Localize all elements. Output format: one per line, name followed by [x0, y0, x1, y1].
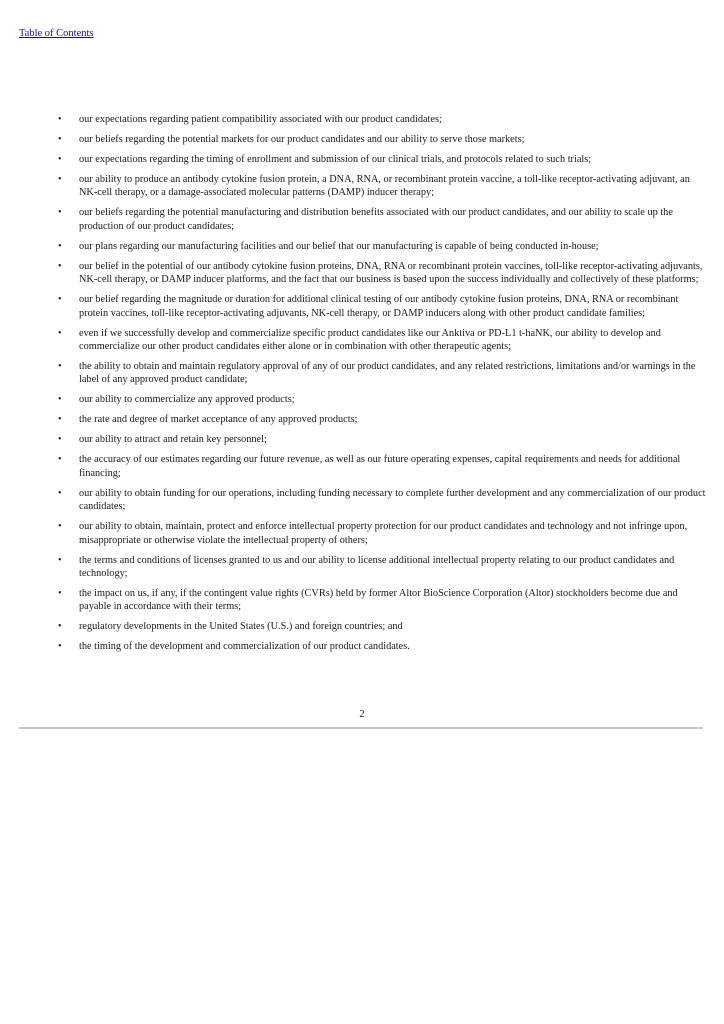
bullet-icon: •	[58, 154, 62, 165]
list-item-text: our plans regarding our manufacturing facilities and our belief that our manufacturing is capable of being conducted in-house;	[79, 240, 599, 252]
list-item	[58, 206, 706, 233]
forward-looking-statements-list	[58, 113, 706, 660]
bullet-icon: •	[58, 294, 62, 306]
list-item	[58, 520, 706, 547]
list-item	[58, 393, 706, 406]
list-item	[58, 587, 706, 614]
list-item	[58, 153, 706, 166]
list-item-text: the timing of the development and commercialization of our product candidates.	[79, 641, 410, 653]
bullet-icon: •	[58, 207, 62, 219]
list-item	[58, 293, 706, 320]
list-item-text: our expectations regarding patient compatibility associated with our product candidates;	[79, 114, 442, 125]
list-item-text: our ability to commercialize any approved products;	[79, 394, 295, 406]
list-item-text: our ability to produce an antibody cytokine fusion protein, a DNA, RNA, or recombinant protein vaccine, a toll-like receptor-activating adjuvant, an NK-cell therapy, or a damage-associated molecular patterns (DAMP) inducer therapy;	[79, 174, 690, 199]
list-item	[58, 327, 706, 354]
bullet-icon: •	[58, 487, 62, 499]
list-item-text: our ability to obtain funding for our operations, including funding necessary to complete further development and any commercialization of our product candidates;	[79, 487, 706, 513]
list-item	[58, 433, 706, 446]
list-item	[58, 453, 706, 480]
bullet-icon: •	[58, 621, 62, 633]
bullet-icon: •	[58, 240, 62, 252]
bullet-icon: •	[58, 260, 62, 272]
bullet-icon: •	[58, 361, 62, 373]
list-item	[58, 554, 706, 581]
list-item	[58, 413, 706, 426]
list-item	[58, 240, 706, 253]
bullet-icon: •	[58, 434, 62, 446]
bullet-icon: •	[58, 394, 62, 406]
list-item-text: our ability to attract and retain key personnel;	[79, 434, 267, 446]
list-item	[58, 487, 706, 514]
page-number: 2	[359, 709, 365, 720]
list-item	[58, 620, 706, 633]
list-item-text: even if we successfully develop and commercialize specific product candidates like our Anktiva or PD-L1 t-haNK, our ability to develop and commercialize our other product candidates either alone or in combination with other therapeutic agents;	[79, 327, 661, 353]
list-item-text: the rate and degree of market acceptance of any approved products;	[79, 414, 358, 426]
bullet-icon: •	[58, 554, 62, 566]
list-item-text: regulatory developments in the United States (U.S.) and foreign countries; and	[79, 621, 403, 633]
bullet-icon: •	[58, 588, 62, 600]
list-item	[58, 133, 706, 146]
bullet-icon: •	[58, 174, 62, 185]
bullet-icon: •	[58, 521, 62, 533]
table-of-contents-link[interactable]: Table of Contents	[19, 28, 94, 39]
list-item-text: our ability to obtain, maintain, protect and enforce intellectual property protection for our product candidates and technology and not infringe upon, misappropriate or otherwise violate the intellectual property of others;	[79, 521, 688, 546]
bullet-icon: •	[58, 327, 62, 339]
bullet-icon: •	[58, 134, 62, 145]
list-item-text: the impact on us, if any, if the contingent value rights (CVRs) held by former Altor BioScience Corporation (Altor) stockholders become due and payable in accordance with their terms;	[79, 588, 678, 613]
bullet-icon: •	[58, 641, 62, 653]
list-item-text: our expectations regarding the timing of enrollment and submission of our clinical trials, and protocols related to such trials;	[79, 154, 592, 165]
list-item-text: our beliefs regarding the potential markets for our product candidates and our ability to serve those markets;	[79, 134, 525, 145]
bullet-icon: •	[58, 414, 62, 426]
list-item	[58, 260, 706, 287]
list-item-text: the terms and conditions of licenses granted to us and our ability to license additional intellectual property relating to our product candidates and technology;	[79, 554, 675, 580]
list-item-text: the accuracy of our estimates regarding our future revenue, as well as our future operating expenses, capital requirements and needs for additional financing;	[79, 454, 681, 479]
list-item-text: our beliefs regarding the potential manufacturing and distribution benefits associated with our product candidates, and our ability to scale up the production of our product candidates;	[79, 207, 673, 232]
list-item-text: the ability to obtain and maintain regulatory approval of any of our product candidates, and any related restrictions, limitations and/or warnings in the label of any approved product candidate;	[79, 361, 696, 386]
list-item	[58, 173, 706, 200]
page-divider	[19, 727, 703, 729]
list-item	[58, 360, 706, 387]
list-item	[58, 640, 706, 653]
bullet-icon: •	[58, 454, 62, 466]
list-item	[58, 113, 706, 126]
list-item-text: our belief regarding the magnitude or duration for additional clinical testing of our antibody cytokine fusion proteins, DNA, RNA or recombinant protein vaccines, toll-like receptor-activating adjuvants, NK-cell therapy, or DAMP inducers along with other product candidate families;	[79, 294, 679, 319]
list-item-text: our belief in the potential of our antibody cytokine fusion proteins, DNA, RNA or recombinant protein vaccines, toll-like receptor-activating adjuvants, NK-cell therapy, or DAMP inducer platforms, and the fact that our business is based upon the success individually and collectively of these platforms;	[79, 260, 703, 286]
bullet-icon: •	[58, 114, 62, 125]
